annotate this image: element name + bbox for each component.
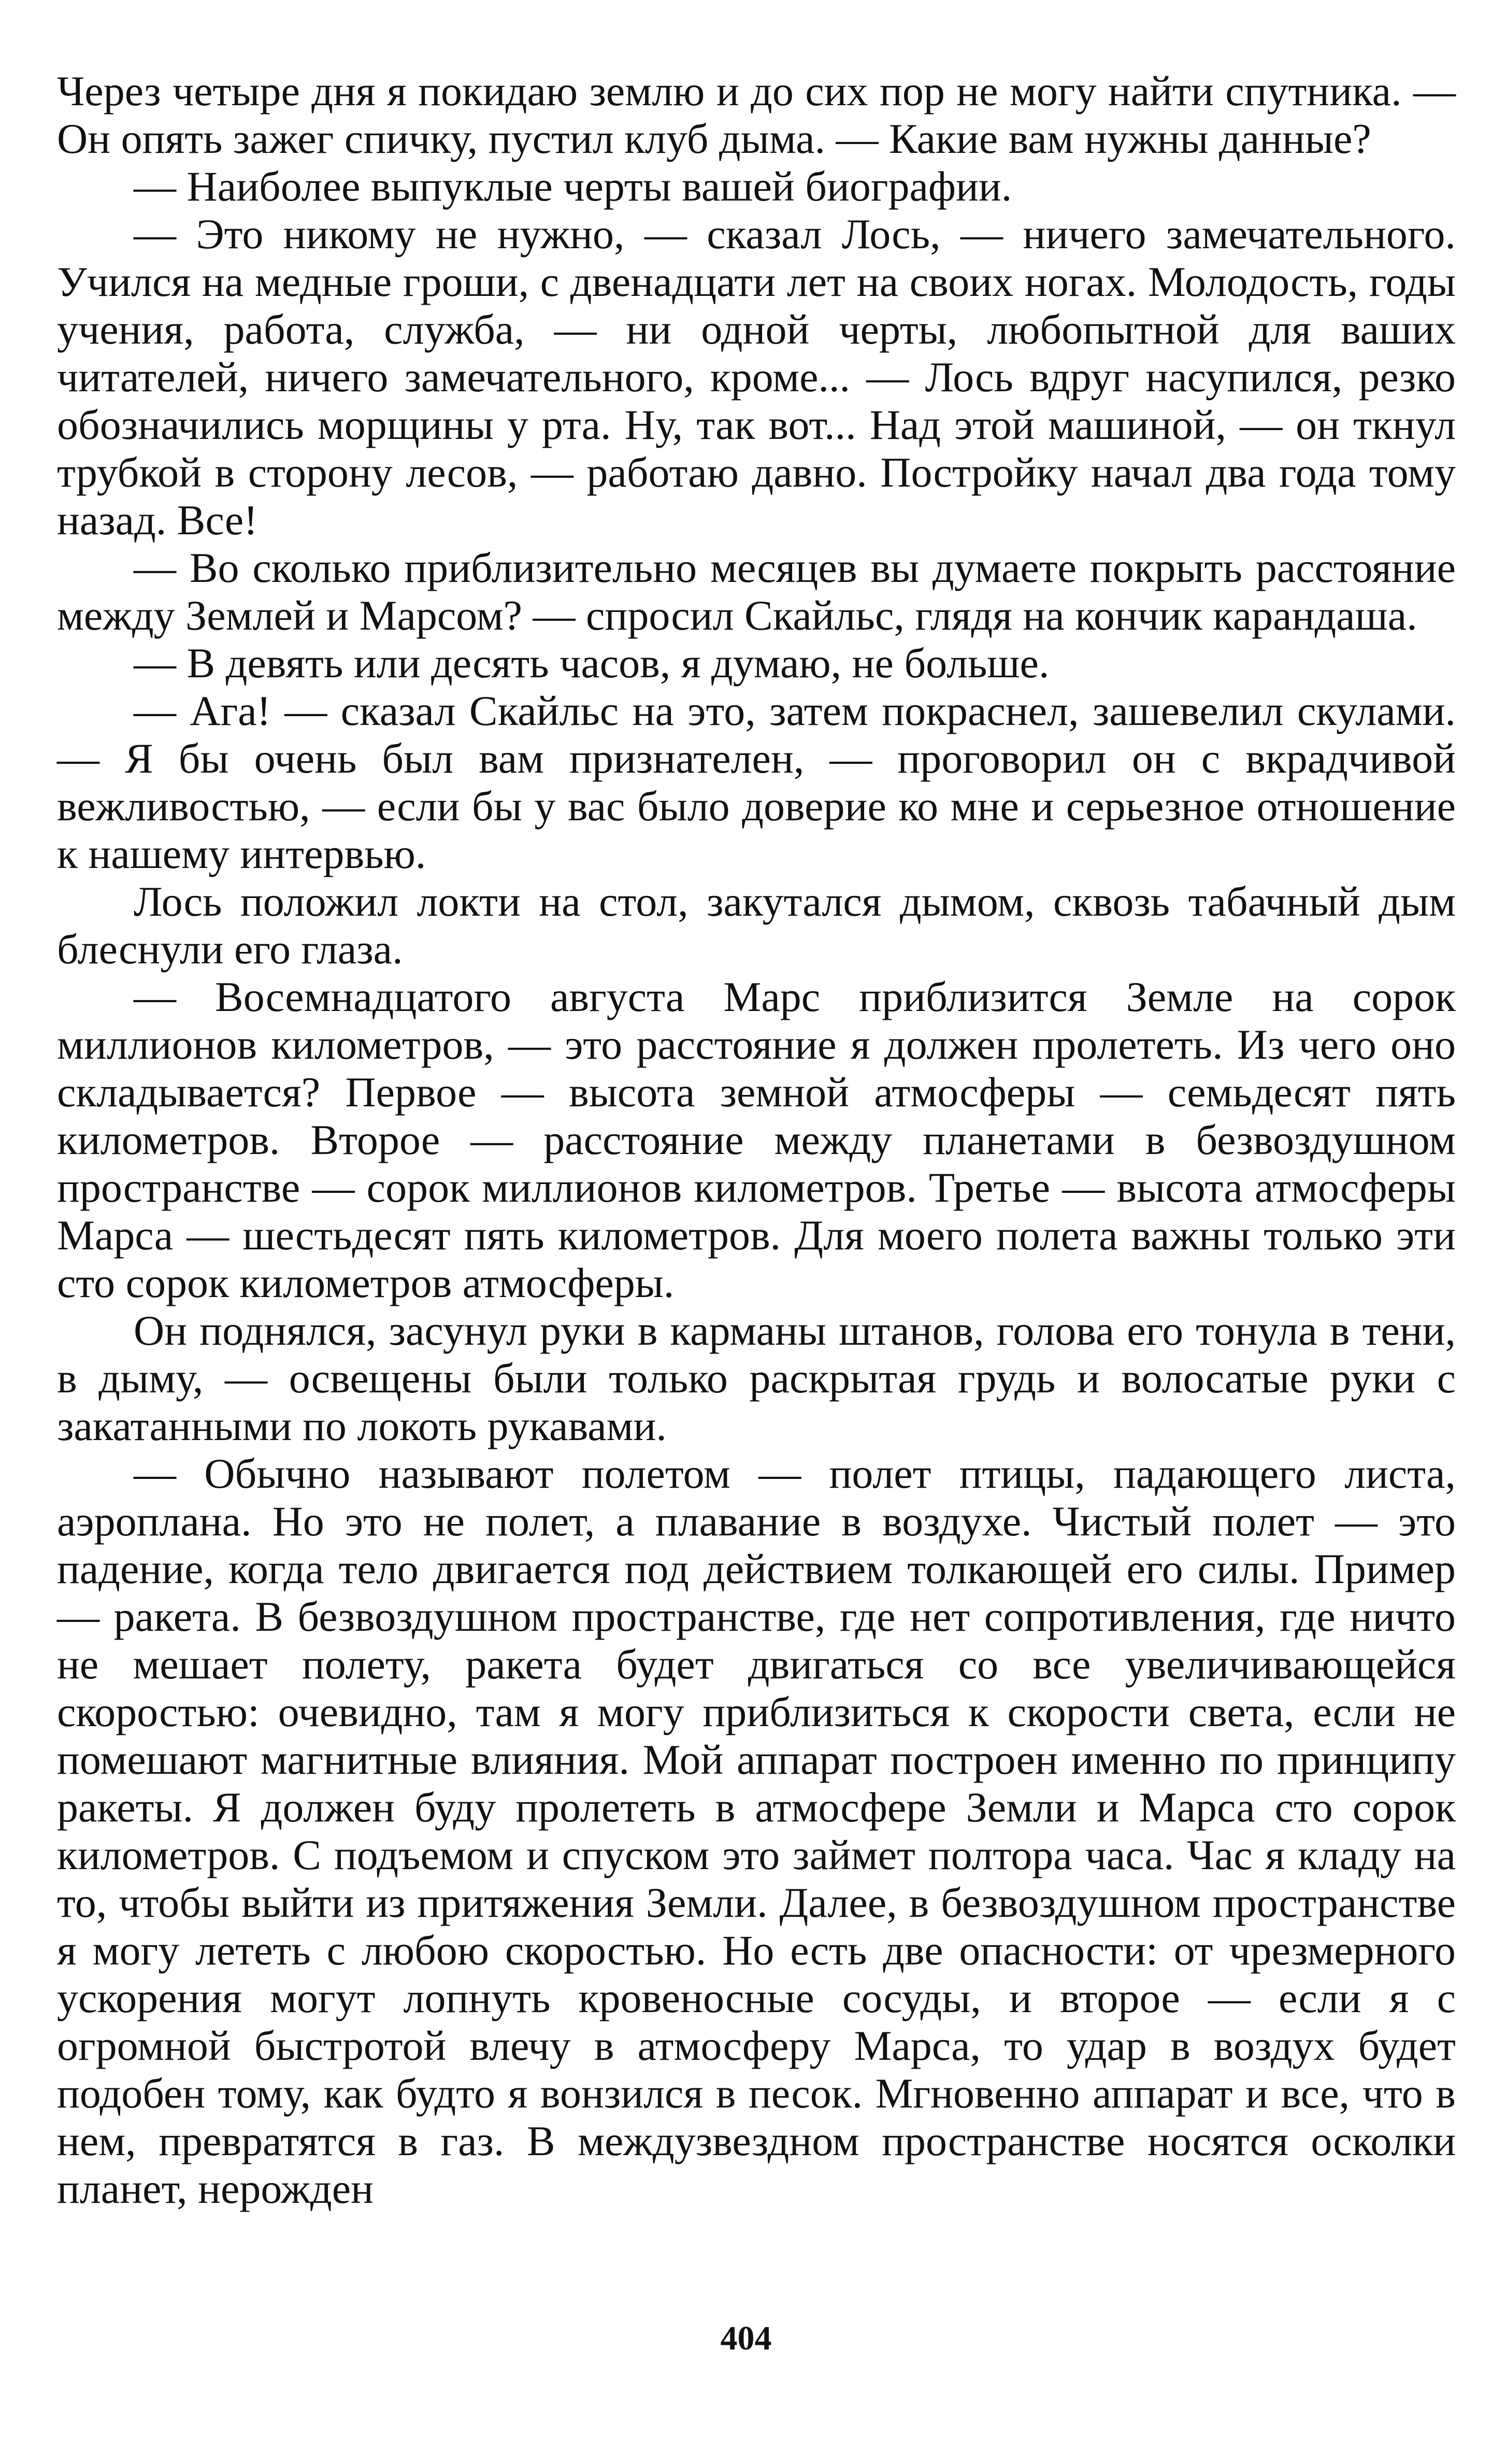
page-text bbox=[57, 67, 1456, 2213]
paragraph-10: — Обычно называют полетом — полет птицы, падающего листа, аэроплана. Но это не полет, а плавание в воздухе. Чистый полет — это падение, когда тело двигается под действием толкающей его силы. Пример — ракета. В безвоздушном пространстве, где нет сопротивления, где ничто не мешает полету, ракета будет двигаться со все увеличивающейся скоростью: очевидно, там я могу приблизиться к скорости света, если не помешают магнитные влияния. Мой аппарат построен именно по принципу ракеты. Я должен буду пролететь в атмосфере Земли и Марса сто сорок километров. С подъемом и спуском это займет полтора часа. Час я кладу на то, чтобы выйти из притяжения Земли. Далее, в безвоздушном пространстве я могу лететь с любою скоростью. Но есть две опасности: от чрезмерного ускорения могут лопнуть кровеносные сосуды, и второе — если я с огромной быстротой влечу в атмосферу Марса, то удар в воздух будет подобен тому, как будто я вонзился в песок. Мгновенно аппарат и все, что в нем, превратятся в газ. В междузвездном пространстве носятся осколки планет, нерожден bbox=[57, 1450, 1456, 2212]
paragraph-3: — Это никому не нужно, — сказал Лось, — ничего замечательного. Учился на медные гроши, с двенадцати лет на своих ногах. Молодость, годы учения, работа, служба, — ни одной черты, любопытной для ваших читателей, ничего замечательного, кроме... — Лось вдруг насупился, резко обозначились морщины у рта. Ну, так вот... Над этой машиной, — он ткнул трубкой в сторону лесов, — работаю давно. Постройку начал два года тому назад. Все! bbox=[57, 210, 1456, 544]
paragraph-8: — Восемнадцатого августа Марс приблизится Земле на сорок миллионов километров, — это расстояние я должен пролететь. Из чего оно складывается? Первое — высота земной атмосферы — семьдесят пять километров. Второе — расстояние между планетами в безвоздушном пространстве — сорок миллионов километров. Третье — высота атмосферы Марса — шестьдесят пять километров. Для моего полета важны только эти сто сорок километров атмосферы. bbox=[57, 973, 1456, 1306]
paragraph-4: — Во сколько приблизительно месяцев вы думаете покрыть расстояние между Землей и Марсом? — спросил Скайльс, глядя на кончик карандаша. bbox=[57, 544, 1456, 639]
paragraph-5: — В девять или десять часов, я думаю, не больше. bbox=[134, 639, 1050, 687]
page-number: 404 bbox=[720, 2319, 772, 2357]
paragraph-7: Лось положил локти на стол, закутался дымом, сквозь табачный дым блеснули его глаза. bbox=[57, 878, 1456, 973]
paragraph-1: Через четыре дня я покидаю землю и до сих пор не могу найти спутника. — Он опять зажег спичку, пустил клуб дыма. — Какие вам нужны данные? bbox=[57, 67, 1456, 162]
paragraph-2: — Наиболее выпуклые черты вашей биографии. bbox=[134, 163, 1012, 210]
paragraph-9: Он поднялся, засунул руки в карманы штанов, голова его тонула в тени, в дыму, — освещены были только раскрытая грудь и волосатые руки с закатанными по локоть рукавами. bbox=[57, 1307, 1456, 1449]
paragraph-6: — Ага! — сказал Скайльс на это, затем покраснел, зашевелил скулами. — Я бы очень был вам признателен, — проговорил он с вкрадчивой вежливостью, — если бы у вас было доверие ко мне и серьезное отношение к нашему интервью. bbox=[57, 687, 1456, 877]
